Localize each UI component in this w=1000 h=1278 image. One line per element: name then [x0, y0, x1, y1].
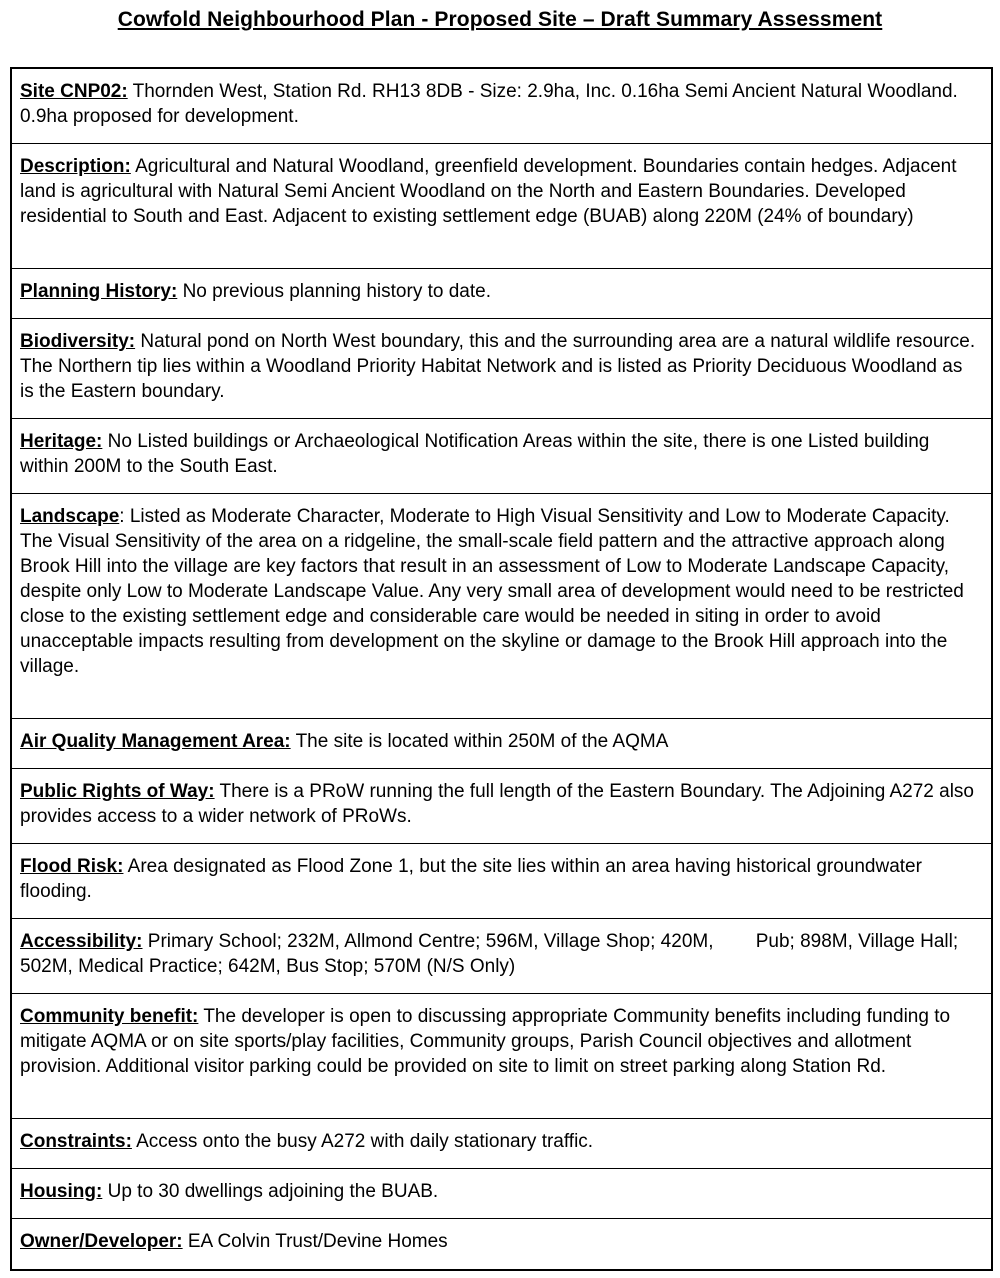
row-text: No Listed buildings or Archaeological Notification Areas within the site, there is one Listed building within 200M to the South East. — [20, 431, 935, 477]
row-text: Thornden West, Station Rd. RH13 8DB - Size: 2.9ha, Inc. 0.16ha Semi Ancient Natural Woodland. 0.9ha proposed for development. — [20, 81, 964, 127]
row-air-quality — [12, 719, 991, 769]
row-label: Housing: — [20, 1181, 103, 1202]
row-label: Landscape — [20, 506, 120, 527]
row-text: Primary School; 232M, Allmond Centre; 596M, Village Shop; 420M, Pub; 898M, Village Hall; 502M, Medical Practice; 642M, Bus Stop; 570M (N/S Only) — [20, 931, 964, 977]
row-label: Biodiversity: — [20, 331, 136, 352]
row-flood-risk — [12, 844, 991, 919]
row-housing — [12, 1169, 991, 1219]
row-label: Owner/Developer: — [20, 1231, 183, 1252]
row-text: There is a PRoW running the full length of the Eastern Boundary. The Adjoining A272 also provides access to a wider network of PRoWs. — [20, 781, 980, 827]
assessment-table — [10, 67, 993, 1271]
row-text: Access onto the busy A272 with daily stationary traffic. — [131, 1131, 594, 1152]
row-planning-history — [12, 269, 991, 319]
row-text: Up to 30 dwellings adjoining the BUAB. — [102, 1181, 439, 1202]
row-biodiversity — [12, 319, 991, 419]
row-label: Heritage: — [20, 431, 103, 452]
row-label: Flood Risk: — [20, 856, 124, 877]
row-text: EA Colvin Trust/Devine Homes — [182, 1231, 448, 1252]
row-description — [12, 144, 991, 269]
row-public-rights-of-way — [12, 769, 991, 844]
row-landscape — [12, 494, 991, 719]
row-accessibility — [12, 919, 991, 994]
row-label: Air Quality Management Area: — [20, 731, 291, 752]
row-text: The developer is open to discussing appropriate Community benefits including funding to mitigate AQMA or on site sports/play facilities, Community groups, Parish Council objectives and allotment provision. Additional visitor parking could be provided on site to limit on street parking along Station Rd. — [20, 1006, 956, 1077]
row-label: Planning History: — [20, 281, 178, 302]
row-constraints — [12, 1119, 991, 1169]
row-heritage — [12, 419, 991, 494]
row-label: Site CNP02: — [20, 81, 128, 102]
row-community-benefit — [12, 994, 991, 1119]
row-text: Natural pond on North West boundary, this and the surrounding area are a natural wildlife resource. The Northern tip lies within a Woodland Priority Habitat Network and is listed as Priority Deciduous Woodland as is the Eastern boundary. — [20, 331, 981, 402]
row-text: The site is located within 250M of the AQMA — [290, 731, 669, 752]
row-label: Community benefit: — [20, 1006, 199, 1027]
row-site — [12, 69, 991, 144]
row-text: No previous planning history to date. — [177, 281, 491, 302]
row-label: Public Rights of Way: — [20, 781, 215, 802]
row-owner-developer — [12, 1219, 991, 1269]
row-label: Description: — [20, 156, 131, 177]
row-text: Agricultural and Natural Woodland, greenfield development. Boundaries contain hedges. Adjacent land is agricultural with Natural Semi Ancient Woodland on the North and Eastern Boundaries. Developed residential to South and East. Adjacent to existing settlement edge (BUAB) along 220M (24% of boundary) — [20, 156, 962, 227]
document-title: Cowfold Neighbourhood Plan - Proposed Site – Draft Summary Assessment — [117, 8, 883, 31]
row-label: Accessibility: — [20, 931, 143, 952]
row-label: Constraints: — [20, 1131, 132, 1152]
row-text: : Listed as Moderate Character, Moderate to High Visual Sensitivity and Low to Moderate Capacity. The Visual Sensitivity of the area on a ridgeline, the small-scale field pattern and the attractive approach along Brook Hill into the village are key factors that result in an assessment of Low to Moderate Landscape Capacity, despite only Low to Moderate Landscape Value. Any very small area of development would need to be restricted close to the existing settlement edge and considerable care would be needed in siting in order to avoid unacceptable impacts resulting from development on the skyline or damage to the Brook Hill approach into the village. — [20, 506, 970, 677]
row-text: Area designated as Flood Zone 1, but the site lies within an area having historical groundwater flooding. — [20, 856, 928, 902]
